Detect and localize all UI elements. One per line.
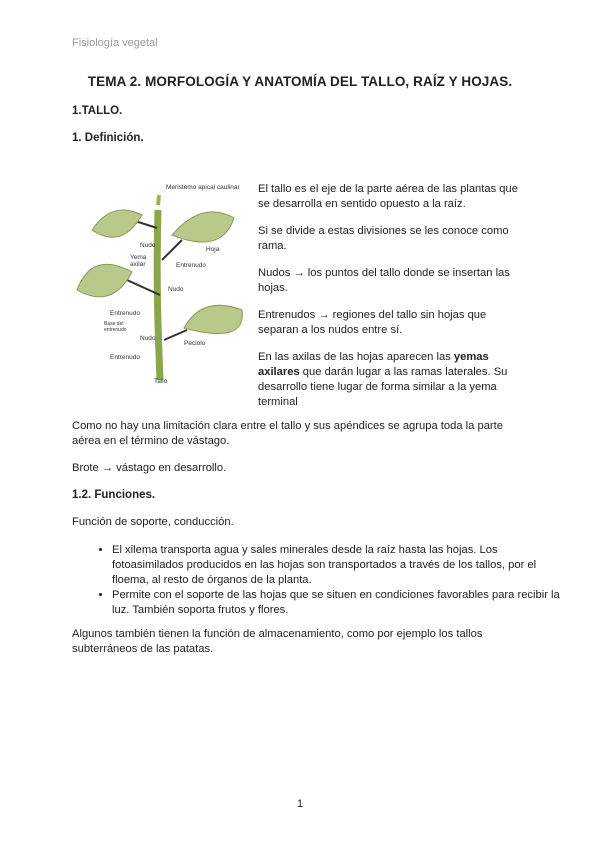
page-title: TEMA 2. MORFOLOGÍA Y ANATOMÍA DEL TALLO, RAÍZ Y HOJAS. [87,74,513,89]
section-heading: 1.TALLO. [72,105,123,117]
stem-diagram [72,180,258,390]
label-meristemo: Meristemo apical caulinar [166,184,240,191]
plant-illustration [72,180,258,390]
paragraph: Entrenudos → regiones del tallo sin hojas que separan a los nudos entre sí. [258,309,487,336]
label-entrenudo: Entrenudo [176,262,206,269]
paragraph: Si se divide a estas divisiones se les conoce como rama. [258,225,509,252]
functions-list [72,543,572,618]
list-item: • Permite con el soporte de las hojas que se situen en condiciones favorables para recibir la luz. También soporta frutos y flores. [112,588,572,618]
bold-term: yemas axilares [258,351,489,378]
paragraph: Nudos → los puntos del tallo donde se insertan las hojas. [258,267,510,294]
paragraph: Función de soporte, conducción. [72,516,234,528]
label-nudo: Nudo [168,286,184,293]
list-item: • El xilema transporta agua y sales minerales desde la raíz hasta las hojas. Los fotoasimilados producidos en las hojas son transportados a través de los tallos, por el floema, al resto de órganos de la planta. [112,543,572,588]
label-yema-axilar: Yema axilar [130,254,147,268]
paragraph: El tallo es el eje de la parte aérea de las plantas que se desarrolla en sentido opuesto a la raíz. [258,183,518,210]
label-nudo: Nudo [140,242,156,249]
paragraph-yemas [258,350,528,410]
label-hoja: Hoja [206,246,220,253]
paragraph: Brote → vástago en desarrollo. [72,462,227,474]
text: En las axilas de las hojas aparecen las [258,351,454,363]
label-peciolo: Peciolo [184,340,206,347]
label-nudo: Nudo [140,335,156,342]
paragraph: Algunos también tienen la función de almacenamiento, como por ejemplo los tallos subterráneos de las patatas. [72,628,483,655]
page-number: 1 [296,798,304,810]
subsection-heading: 1.2. Funciones. [72,489,156,501]
label-base-entrenudo: Base del entrenudo [104,321,127,333]
label-tallo: Tallo [154,378,168,385]
subsection-heading: 1. Definición. [72,132,144,144]
label-entrenudo: Entrenudo [110,354,140,361]
running-header: Fisiología vegetal [72,37,158,49]
label-entrenudo: Entrenudo [110,310,140,317]
text: que darán lugar a las ramas laterales. Su desarrollo tiene lugar de forma similar a la yema terminal [258,366,508,408]
paragraph: Como no hay una limitación clara entre el tallo y sus apéndices se agrupa toda la parte aérea en el término de vástago. [72,420,503,447]
